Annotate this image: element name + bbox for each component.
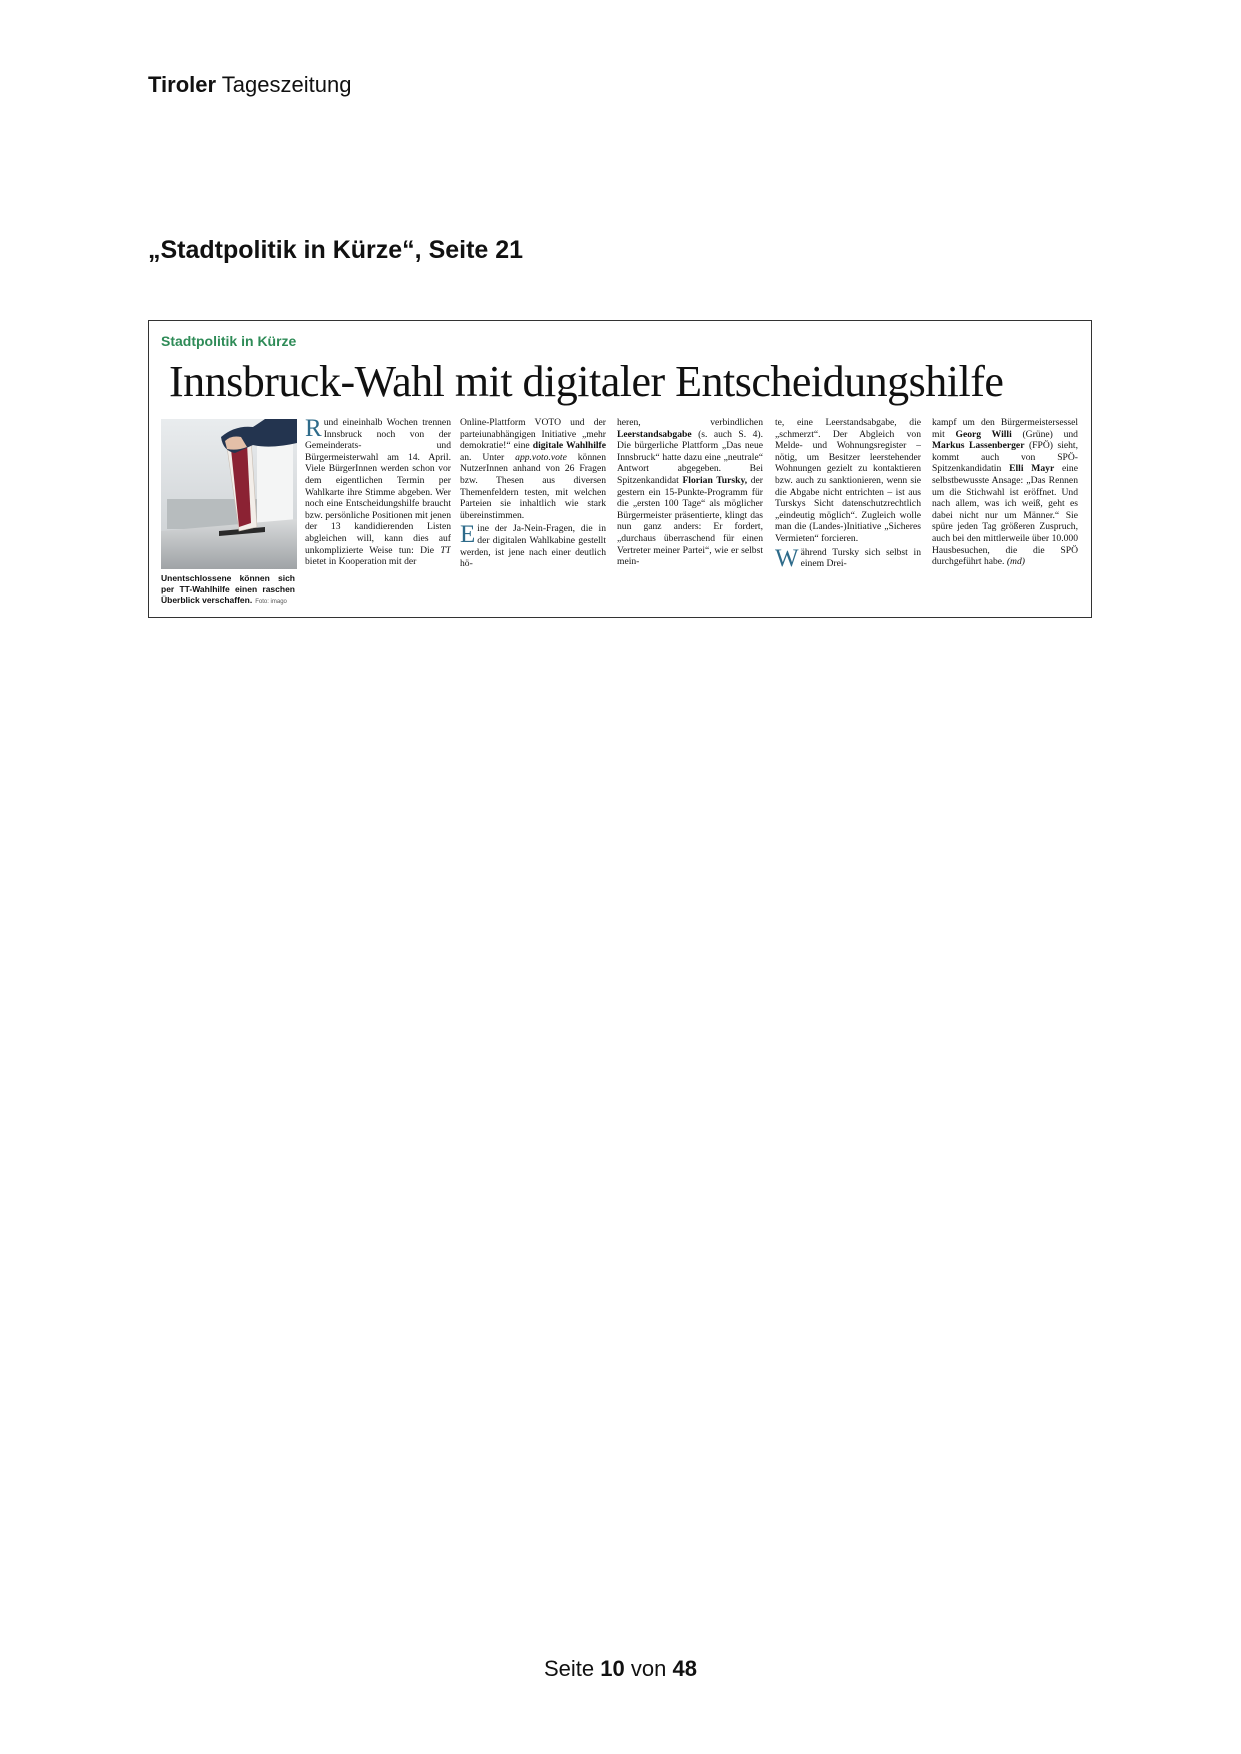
drop-cap: W — [775, 544, 799, 572]
article-kicker: Stadtpolitik in Kürze — [161, 333, 297, 349]
brand-bold: Tiroler — [148, 72, 217, 97]
photo-credit: Foto: imago — [255, 599, 287, 605]
article-paragraph — [305, 417, 451, 568]
article-text-run: der gestern ein 15-Punkte-Programm für die „ersten 100 Tage“ als möglicher Bürgermeister präsentierte, klingt das nun ganz anders: Er fordert, „durchaus überraschend für einen Vertreter meiner Partei“, wie er selbst mein- — [617, 474, 763, 568]
article-paragraph — [775, 417, 921, 545]
article-text-run: Online-Plattform VOTO und der parteiunabhängigen Initiative „mehr demokratie!“ eine — [460, 417, 606, 452]
article-text-run: eine selbstbewusste Ansage: „Das Rennen um die Stichwahl ist eröffnet. Und nach allem, was ich weiß, geht es dabei nicht nur um Männer.“ Sie spüre jeden Tag größeren Zuspruch, auch bei den mittlerweile über 10.000 Hausbesuchen, die die SPÖ durchgeführt habe. — [932, 463, 1078, 568]
ballot-box-photo — [161, 419, 297, 569]
newspaper-clipping — [148, 320, 1092, 618]
article-text-run: und eineinhalb Wochen trennen Innsbruck noch von der Gemeinderats- und Bürgermeisterwahl am 14. April. Viele BürgerInnen werden schon vor dem eigentlichen Termin per Wahlkarte ihre Stimme abgeben. Wer noch eine Entscheidungshilfe braucht bzw. persönliche Positionen mit jenen der 13 kandidierenden Listen abgleichen will, kann dies auf unkomplizierte Weise tun: Die — [305, 417, 451, 556]
article-column-3 — [617, 417, 763, 613]
article-text-run: Georg Willi — [955, 428, 1012, 440]
article-text-run: Leerstandsabgabe — [617, 428, 692, 440]
article-text-run: können NutzerInnen anhand von 26 Fragen bzw. Thesen aus diversen Themenfeldern testen, mit welchen Parteien sie inhaltlich wie stark übereinstimmen. — [460, 451, 606, 521]
photo-caption — [161, 573, 295, 608]
article-text-run: digitale Wahlhilfe — [532, 440, 606, 452]
article-text-run: bietet in Kooperation mit der — [305, 556, 417, 568]
article-text-run: Markus Lassenberger — [932, 440, 1025, 452]
article-text-run: (Grüne) und — [1011, 428, 1078, 440]
article-paragraph — [932, 417, 1078, 568]
article-text-run: heren, verbindlichen — [617, 417, 763, 428]
article-text-run: kampf um den Bürgermeistersessel mit — [932, 417, 1078, 440]
page-current: 10 — [600, 1656, 625, 1681]
article-column-2 — [460, 417, 606, 613]
article-paragraph — [460, 417, 606, 521]
brand-rest: Tageszeitung — [221, 72, 352, 97]
page-middle: von — [630, 1656, 667, 1681]
drop-cap: E — [460, 521, 476, 549]
caption-text: Unentschlossene können sich per TT-Wahlhilfe einen raschen Überblick verschaffen. — [161, 573, 295, 605]
article-text-run: app.voto.vote — [515, 451, 567, 463]
drop-cap: R — [305, 417, 322, 442]
article-text-run: (FPÖ) sieht, kommt auch von SPÖ-Spitzenkandidatin — [932, 440, 1078, 475]
article-text-run: an. Unter — [460, 451, 516, 463]
article-text-run: ährend Tursky sich selbst in einem Drei- — [800, 546, 921, 570]
page-prefix: Seite — [544, 1656, 595, 1681]
article-text-run: TT — [440, 544, 451, 556]
publication-brand — [148, 72, 351, 98]
section-reference: „Stadtpolitik in Kürze“, Seite 21 — [148, 236, 524, 264]
page-number — [0, 1656, 1241, 1682]
article-text-run: Florian Tursky, — [682, 474, 748, 486]
article-headline: Innsbruck-Wahl mit digitaler Entscheidungshilfe — [169, 357, 1004, 406]
article-column-1 — [305, 417, 451, 613]
article-paragraph — [617, 417, 763, 568]
article-paragraph — [775, 544, 921, 572]
article-column-5 — [932, 417, 1078, 613]
article-paragraph — [460, 523, 606, 569]
article-text-run: (s. auch S. 4). Die bürgerliche Plattform „Das neue Innsbruck“ hatte dazu eine „neutrale“ Antwort abgegeben. Bei Spitzenkandidat — [617, 428, 763, 486]
article-column-4 — [775, 417, 921, 613]
article-text-run: ine der Ja-Nein-Fragen, die in der digitalen Wahlkabine gestellt werden, ist jene nach einer deutlich hö- — [460, 523, 606, 570]
article-text-run: (md) — [1006, 556, 1025, 568]
article-text-run: te, eine Leerstandsabgabe, die „schmerzt“. Der Abgleich von Melde- und Wohnungsregister – nötig, um Besitzer leerstehender Wohnungen gezielt zu kontaktieren bzw. auch zu sanktionieren, wenn sie die Abgabe nicht entrichten – ist aus Turskys Sicht datenschutzrechtlich „eindeutig möglich“. Zugleich wolle man die (Landes-)Initiative „Sicheres Vermieten“ forcieren. — [775, 417, 921, 544]
article-text-run: Elli Mayr — [1009, 463, 1055, 475]
page-total: 48 — [672, 1656, 697, 1681]
